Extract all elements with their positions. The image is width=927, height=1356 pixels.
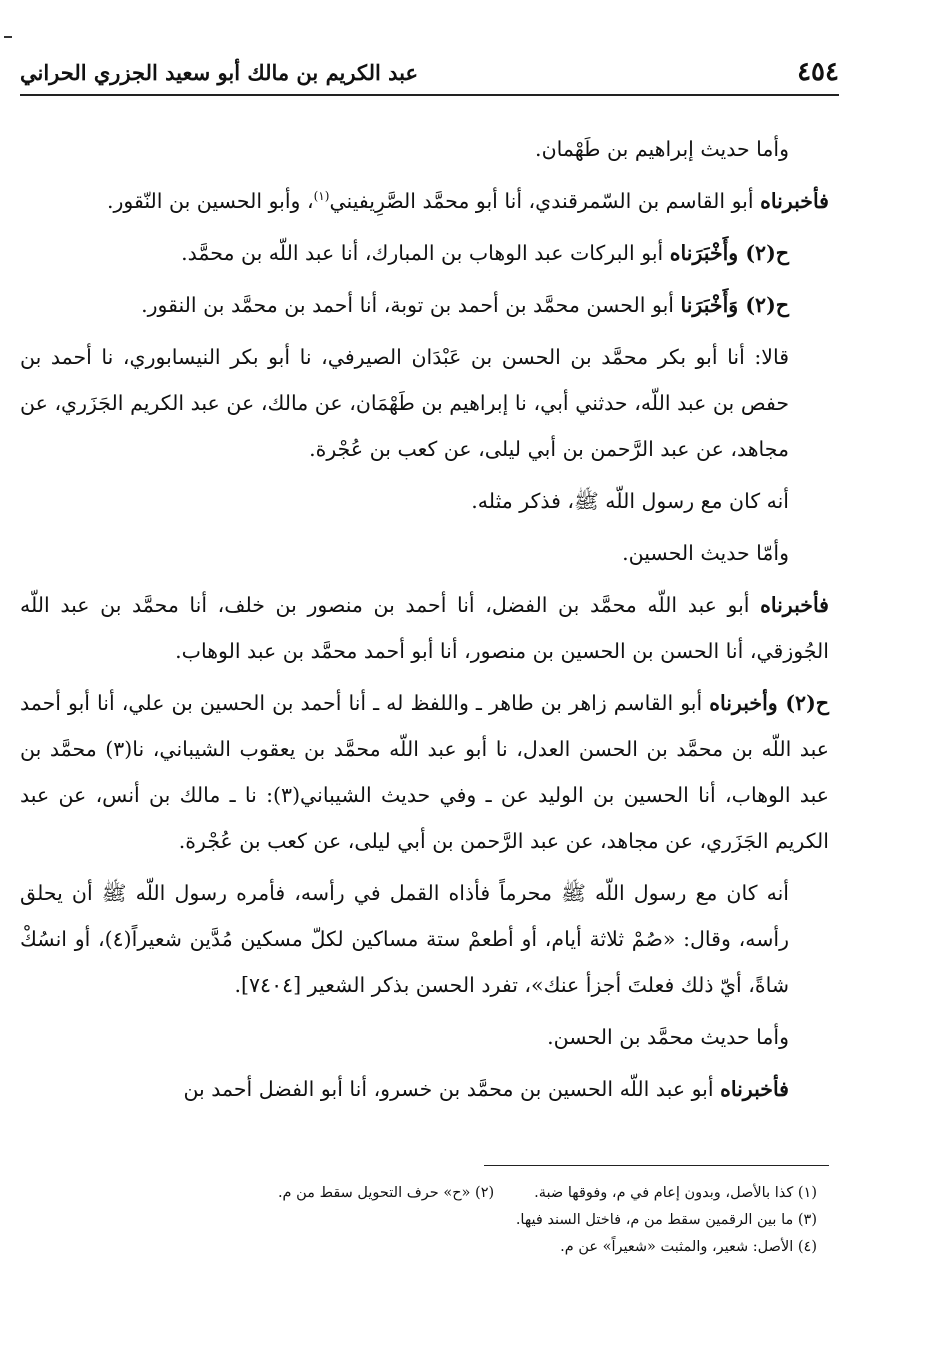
footnote: (١) كذا بالأصل، وبدون إعام في م، وفوقها ضبة. (534, 1185, 817, 1201)
paragraph: أنه كان مع رسول اللّه ﷺ محرماً فأذاه القمل في رأسه، فأمره رسول اللّه ﷺ أن يحلق رأسه، وقال: «صُمْ ثلاثة أيام، أو أطعمْ ستة مساكين لكلّ مسكين مُدَّين شعيراً(٤)، أو انسُكْ شاةً، أيّ ذلك فعلتَ أجزأ عنك»، تفرد الحسن بذكر الشعير [٧٤٠٤]. (20, 881, 789, 997)
running-title: عبد الكريم بن مالك أبو سعيد الجزري الحراني (20, 59, 419, 85)
page-header (20, 50, 839, 96)
footnote: (٣) ما بين الرقمين سقط من م، فاختل السند فيها. (515, 1212, 817, 1228)
footnote-row (130, 1234, 817, 1261)
paragraph: وأما حديث إبراهيم بن طَهْمان. (535, 137, 789, 161)
footnote-ref: (١) (313, 189, 330, 204)
scan-mark (4, 36, 12, 38)
paragraph: ح(٢) وَأَخْبَرَنا أبو الحسن محمَّد بن أحمد بن توبة، أنا أحمد بن محمَّد بن النقور. (141, 293, 789, 317)
footnote-row (130, 1207, 817, 1234)
page-number: ٤٥٤ (797, 57, 839, 87)
footnote: (٤) الأصل: شعير، والمثبت «شعيراً» عن م. (560, 1239, 817, 1255)
paragraph: وأما حديث محمَّد بن الحسن. (547, 1025, 789, 1049)
footnotes (130, 1180, 817, 1261)
paragraph: قالا: أنا أبو بكر محمَّد بن الحسن بن عَبْدَان الصيرفي، نا أبو بكر النيسابوري، نا أحمد بن حفص بن عبد اللّه، حدثني أبي، نا إبراهيم بن طَهْمَان، عن مالك، عن عبد الكريم الجَزَري، عن مجاهد، عن عبد الرَّحمن بن أبي ليلى، عن كعب بن عُجْرة. (20, 345, 789, 461)
paragraph: ح(٢) وأخبرناه أبو القاسم زاهر بن طاهر ـ واللفظ له ـ أنا أحمد بن الحسين بن علي، أنا أبو أحمد عبد اللّه بن محمَّد بن الحسن العدل، نا أبو عبد اللّه محمَّد بن يعقوب الشيباني، نا(٣) محمَّد بن عبد الوهاب، أنا الحسين بن الوليد عن ـ وفي حديث الشيباني(٣): نا ـ مالك بن أنس، عن عبد الكريم الجَزَري، عن مجاهد، عن عبد الرَّحمن بن أبي ليلى، عن كعب بن عُجْرة. (20, 691, 829, 853)
paragraph: فأخبرناه أبو عبد اللّه محمَّد بن الفضل، أنا أحمد بن منصور بن خلف، أنا محمَّد بن عبد اللّه الجُوزقي، أنا الحسن بن الحسين بن منصور، أنا أبو أحمد محمَّد بن عبد الوهاب. (20, 593, 829, 663)
paragraph: فأخبرناه أبو عبد اللّه الحسين بن محمَّد بن خسرو، أنا أبو الفضل أحمد بن (183, 1077, 789, 1101)
footnote-row (130, 1180, 817, 1207)
main-text (20, 126, 829, 1118)
paragraph: ح(٢) وأَخْبَرَناه أبو البركات عبد الوهاب بن المبارك، أنا عبد اللّه بن محمَّد. (181, 241, 789, 265)
footnote: (٢) «ح» حرف التحويل سقط من م. (277, 1185, 495, 1201)
footnote-divider (484, 1165, 829, 1166)
paragraph: فأخبرناه أبو القاسم بن السّمرقندي، أنا أبو محمَّد الصَّرِيفيني$^{(١)}$، وأبو الحسين بن النّقور. (106, 189, 829, 213)
paragraph: أنه كان مع رسول اللّه ﷺ، فذكر مثله. (471, 489, 789, 513)
paragraph: وأمّا حديث الحسين. (622, 541, 789, 565)
